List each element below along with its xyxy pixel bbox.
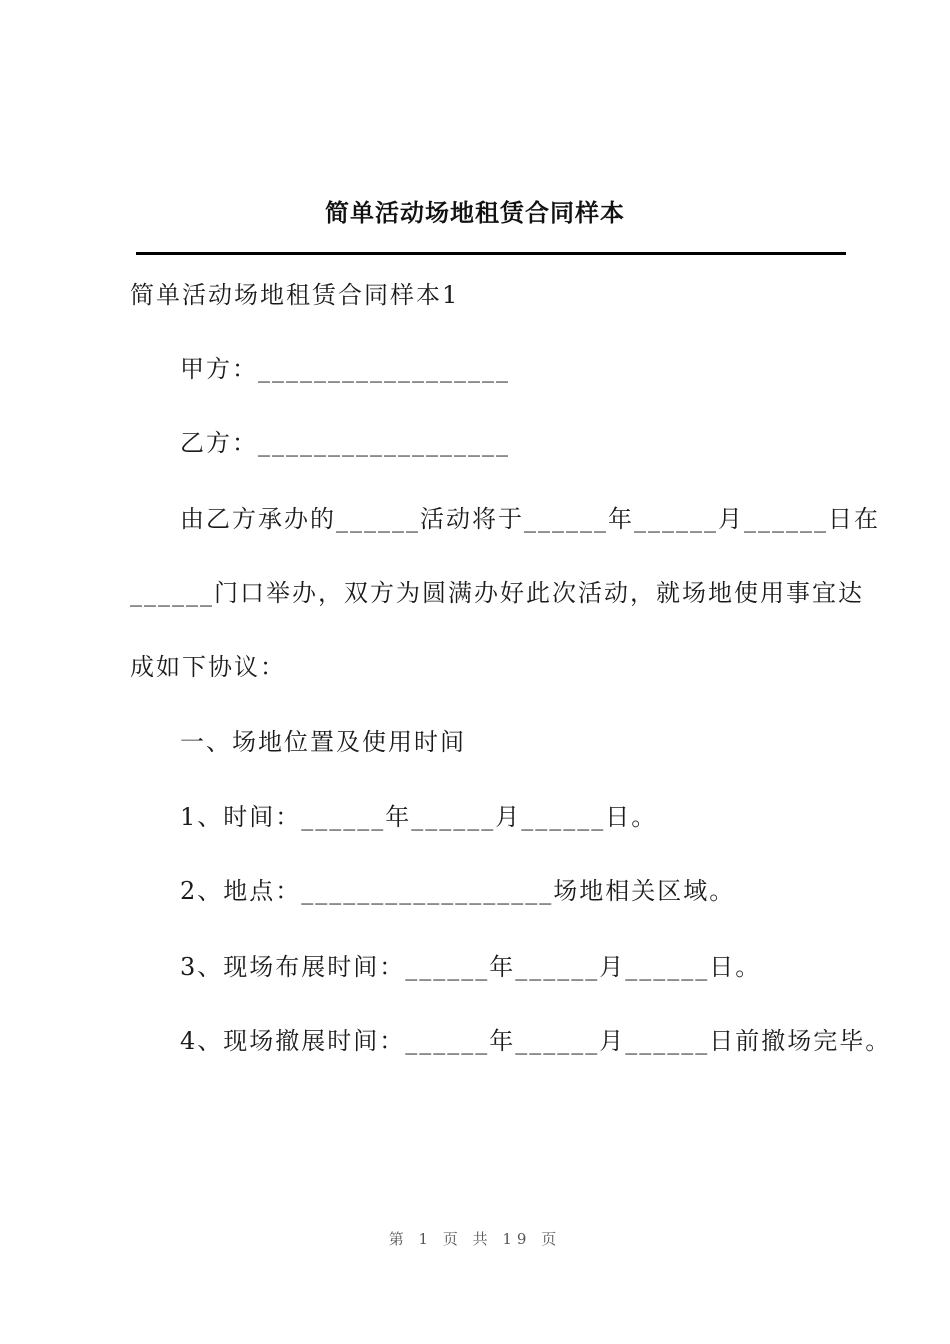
party-a-line: 甲方：__________________ [180, 355, 510, 383]
paragraph-line: 成如下协议： [130, 653, 286, 681]
paragraph-line: 由乙方承办的______活动将于______年______月______日在 [180, 505, 880, 533]
clause-item: 4、现场撤展时间：______年______月______日前撤场完毕。 [180, 1027, 892, 1055]
clause-heading: 一、场地位置及使用时间 [180, 728, 466, 756]
clause-item: 2、地点：__________________场地相关区域。 [180, 877, 736, 905]
section-heading: 简单活动场地租赁合同样本1 [130, 281, 460, 309]
clause-item: 3、现场布展时间：______年______月______日。 [180, 953, 762, 981]
page-number: 第 1 页 共 19 页 [388, 1230, 562, 1248]
paragraph-line: ______门口举办，双方为圆满办好此次活动，就场地使用事宜达 [130, 579, 864, 607]
party-b-line: 乙方：__________________ [180, 429, 510, 457]
document-title: 简单活动场地租赁合同样本 [325, 198, 625, 227]
clause-item: 1、时间：______年______月______日。 [180, 803, 658, 831]
title-underline [136, 252, 846, 255]
